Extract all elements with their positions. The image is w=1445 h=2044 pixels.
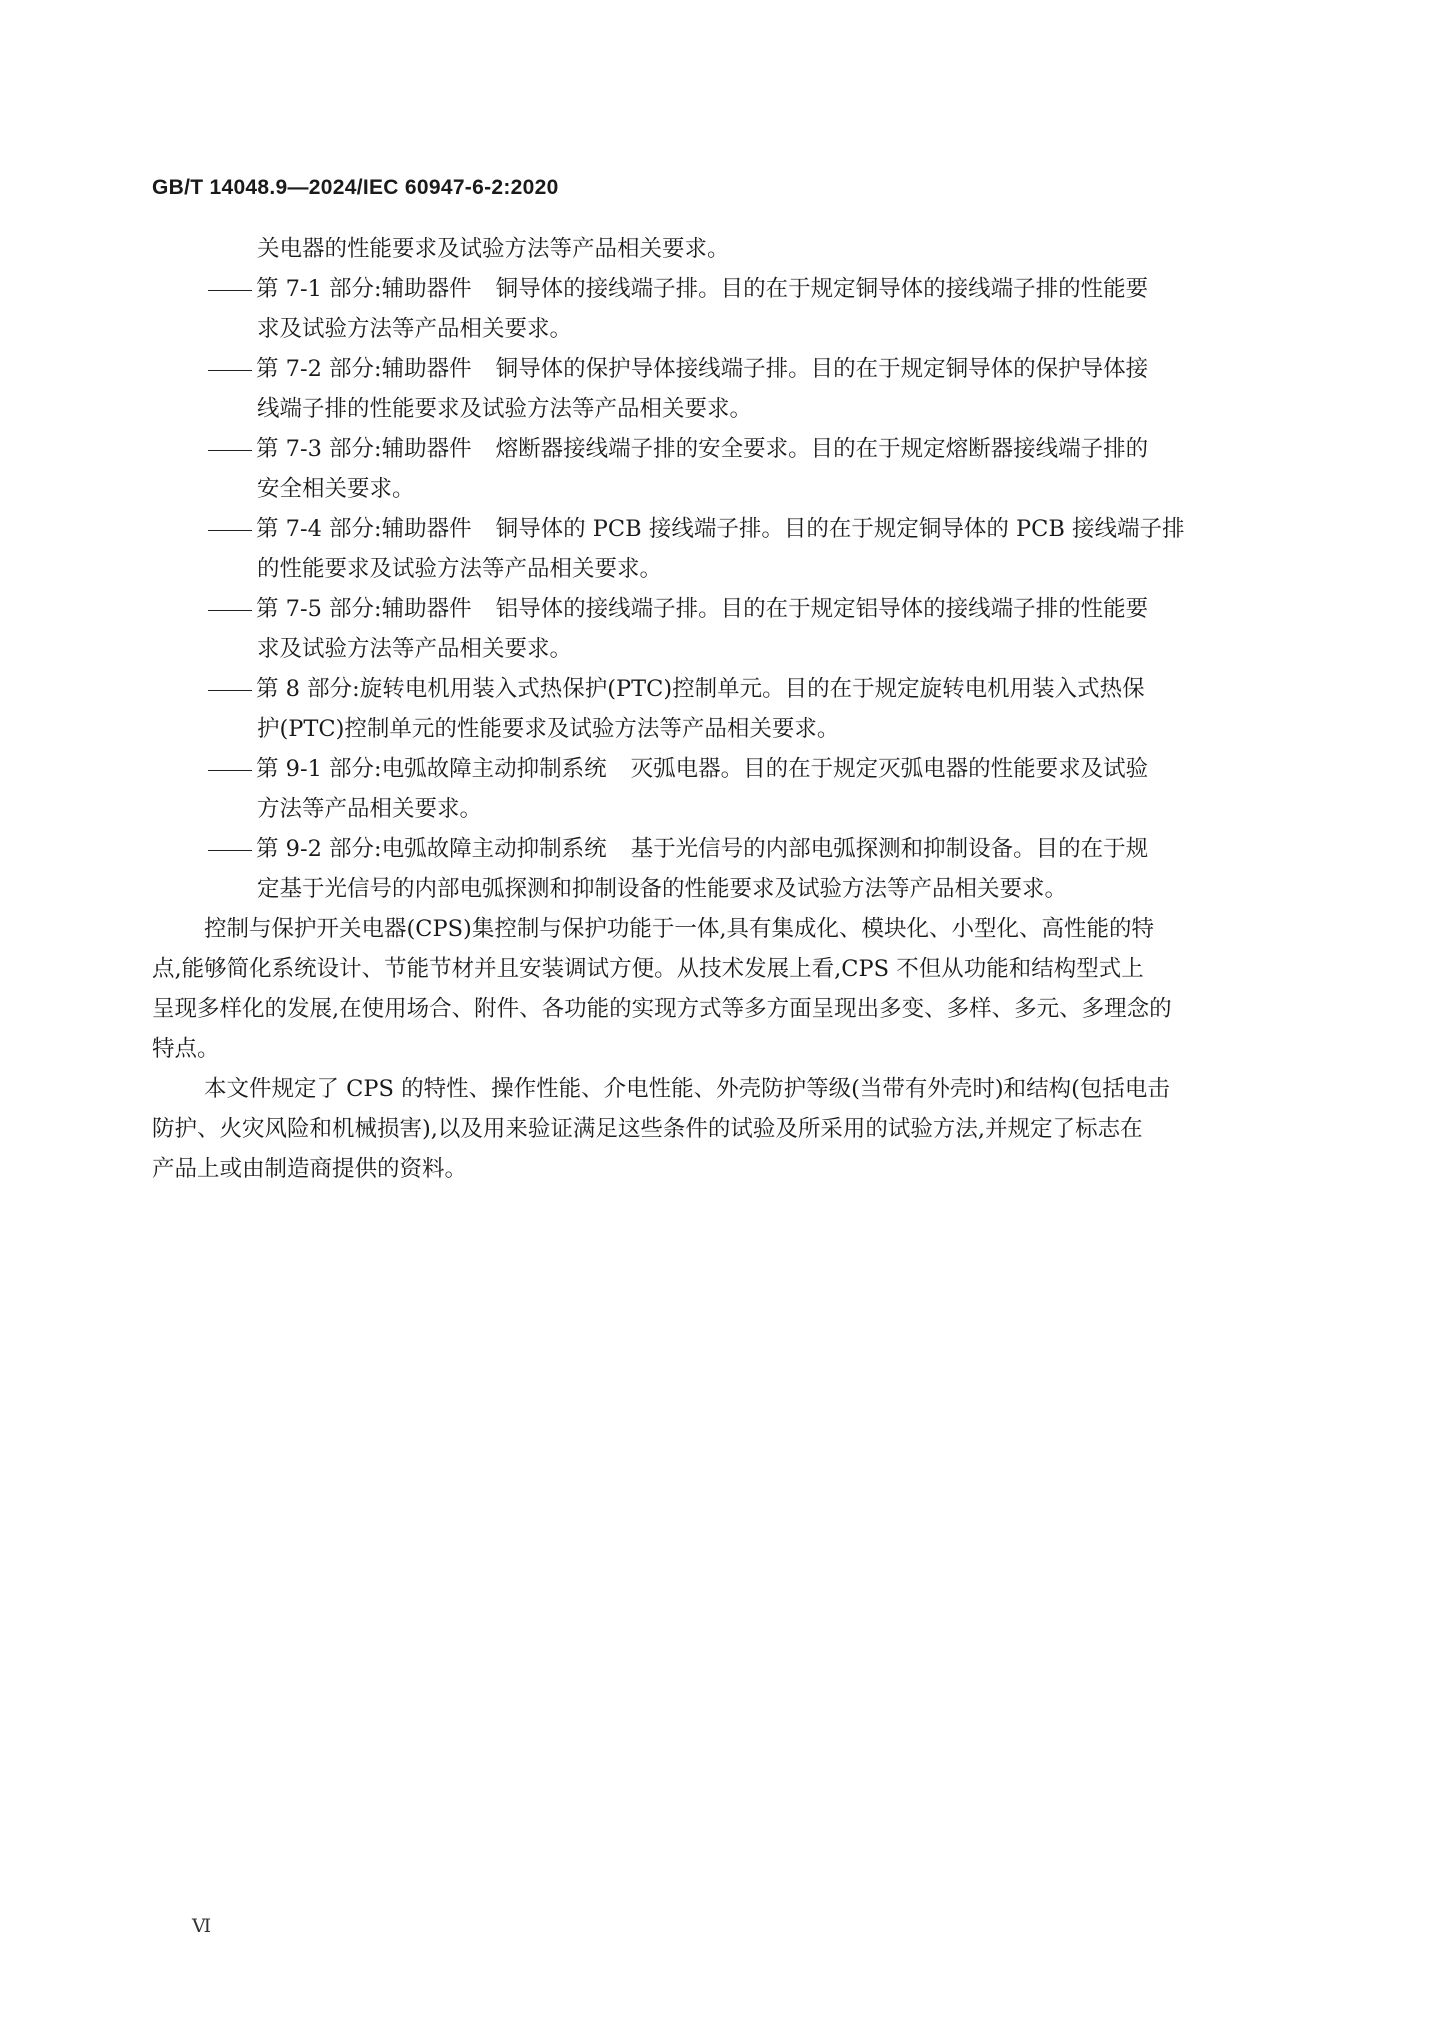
list-item-part-9-2 bbox=[152, 829, 1289, 909]
paragraph-line: 控制与保护开关电器(CPS)集控制与保护功能于一体,具有集成化、模块化、小型化、高性能的特 bbox=[204, 916, 1154, 942]
part-title: 铝导体的接线端子排。目的在于规定铝导体的接线端子排的性能要 bbox=[495, 596, 1149, 622]
paragraph-line: 特点。 bbox=[152, 1036, 220, 1062]
part-label: 第 7-2 部分:辅助器件 bbox=[256, 356, 472, 382]
em-dash-marker bbox=[204, 429, 256, 469]
part-continuation: 的性能要求及试验方法等产品相关要求。 bbox=[257, 556, 663, 582]
em-dash-marker bbox=[204, 349, 256, 389]
paragraph-line: 点,能够简化系统设计、节能节材并且安装调试方便。从技术发展上看,CPS 不但从功能和结构型式上 bbox=[152, 956, 1144, 982]
list-item-part-9-1 bbox=[152, 749, 1289, 829]
part-label: 第 9-1 部分:电弧故障主动抑制系统 bbox=[256, 756, 607, 782]
page-number: Ⅵ bbox=[192, 1915, 212, 1937]
em-dash-marker bbox=[204, 269, 256, 309]
paragraph-cps bbox=[152, 909, 1289, 1069]
part-label: 第 9-2 部分:电弧故障主动抑制系统 bbox=[256, 836, 607, 862]
paragraph-line: 产品上或由制造商提供的资料。 bbox=[152, 1156, 468, 1182]
em-dash-marker bbox=[204, 509, 256, 549]
em-dash-marker bbox=[204, 829, 256, 869]
body-text bbox=[152, 229, 1289, 1189]
list-item-part-8 bbox=[152, 669, 1289, 749]
part-continuation: 定基于光信号的内部电弧探测和抑制设备的性能要求及试验方法等产品相关要求。 bbox=[257, 876, 1068, 902]
paragraph-scope bbox=[152, 1069, 1289, 1189]
part-label: 第 7-3 部分:辅助器件 bbox=[256, 436, 472, 462]
list-item-part-7-4 bbox=[152, 509, 1289, 589]
part-title: 铜导体的 PCB 接线端子排。目的在于规定铜导体的 PCB 接线端子排 bbox=[495, 516, 1185, 542]
em-dash-marker bbox=[204, 749, 256, 789]
part-continuation: 求及试验方法等产品相关要求。 bbox=[257, 636, 573, 662]
part-title: 铜导体的接线端子排。目的在于规定铜导体的接线端子排的性能要 bbox=[495, 276, 1149, 302]
em-dash-marker bbox=[204, 589, 256, 629]
part-label: 第 7-1 部分:辅助器件 bbox=[256, 276, 472, 302]
part-continuation: 线端子排的性能要求及试验方法等产品相关要求。 bbox=[257, 396, 753, 422]
list-item-part-7-1 bbox=[152, 269, 1289, 349]
part-continuation: 求及试验方法等产品相关要求。 bbox=[257, 316, 573, 342]
part-title: 铜导体的保护导体接线端子排。目的在于规定铜导体的保护导体接 bbox=[495, 356, 1149, 382]
part-label: 第 7-5 部分:辅助器件 bbox=[256, 596, 472, 622]
part-continuation: 护(PTC)控制单元的性能要求及试验方法等产品相关要求。 bbox=[257, 716, 840, 742]
list-item-part-7-2 bbox=[152, 349, 1289, 429]
part-title: 灭弧电器。目的在于规定灭弧电器的性能要求及试验 bbox=[630, 756, 1149, 782]
list-item-part-7-5 bbox=[152, 589, 1289, 669]
part-continuation: 方法等产品相关要求。 bbox=[257, 796, 483, 822]
list-item-part-7-3 bbox=[152, 429, 1289, 509]
part-title: 熔断器接线端子排的安全要求。目的在于规定熔断器接线端子排的 bbox=[495, 436, 1149, 462]
part-title: 基于光信号的内部电弧探测和抑制设备。目的在于规 bbox=[630, 836, 1149, 862]
part-continuation: 安全相关要求。 bbox=[257, 476, 415, 502]
em-dash-marker bbox=[204, 669, 256, 709]
paragraph-line: 本文件规定了 CPS 的特性、操作性能、介电性能、外壳防护等级(当带有外壳时)和结构(包括电击 bbox=[204, 1076, 1170, 1102]
part-label: 第 7-4 部分:辅助器件 bbox=[256, 516, 472, 542]
paragraph-line: 呈现多样化的发展,在使用场合、附件、各功能的实现方式等多方面呈现出多变、多样、多元、多理念的 bbox=[152, 996, 1172, 1022]
paragraph-line: 防护、火灾风险和机械损害),以及用来验证满足这些条件的试验及所采用的试验方法,并规定了标志在 bbox=[152, 1116, 1143, 1142]
intro-continuation: 关电器的性能要求及试验方法等产品相关要求。 bbox=[257, 236, 730, 262]
standard-number-header: GB/T 14048.9—2024/IEC 60947-6-2:2020 bbox=[152, 176, 559, 199]
part-label: 第 8 部分:旋转电机用装入式热保护(PTC)控制单元。目的在于规定旋转电机用装入式热保 bbox=[256, 676, 1145, 702]
